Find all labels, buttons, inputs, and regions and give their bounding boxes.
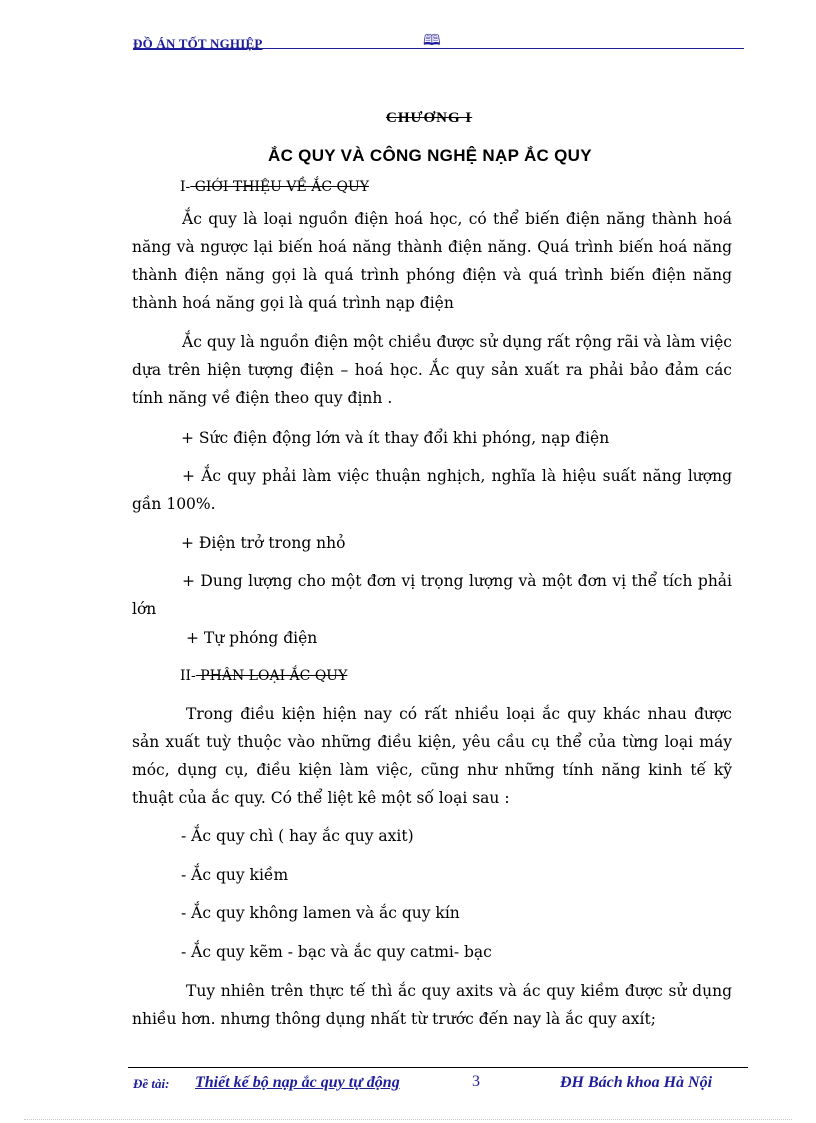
book-icon: 🕮 [423,31,441,49]
list-item: - Ắc quy kiềm [181,866,289,884]
header-title: ĐỒ ÁN TỐT NGHIỆP [133,36,263,51]
list-item: + Tự phóng điện [186,629,318,647]
footer-topic: Thiết kế bộ nạp ắc quy tự động [195,1074,400,1091]
paragraph-1: Ắc quy là loại nguồn điện hoá học, có thể biến điện năng thành hoá năng và ngược lại biến hoá năng thành điện năng. Quá trình biến hoá năng thành điện năng gọi là quá trình phóng điện và quá trình biến điện năng thành hoá năng gọi là quá trình nạp điện [132,210,732,312]
list-item: - Ắc quy chì ( hay ắc quy axit) [181,827,414,845]
section-title: GIỚI THIỆU VỀ ẮC QUY [190,179,370,195]
footer-label: Đề tài: [133,1076,170,1091]
list-item: + Sức điện động lớn và ít thay đổi khi phóng, nạp điện [181,429,610,447]
footer-divider [128,1067,748,1068]
list-item: + Ắc quy phải làm việc thuận nghịch, nghĩa là hiệu suất năng lượng gần 100%. [132,467,732,513]
footer-university: ĐH Bách khoa Hà Nội [560,1074,713,1091]
page-title: ẮC QUY VÀ CÔNG NGHỆ NẠP ẮC QUY [268,146,592,165]
list-item: + Điện trở trong nhỏ [181,534,346,552]
paragraph-4: Tuy nhiên trên thực tế thì ắc quy axits và ác quy kiềm được sử dụng nhiều hơn. nhưng thông dụng nhất từ trước đến nay là ắc quy axít; [132,982,732,1028]
page-number: 3 [472,1073,480,1090]
section-title: PHÂN LOẠI ẮC QUY [195,668,348,684]
chapter-label: CHƯƠNG I [386,110,473,126]
paragraph-2: Ắc quy là nguồn điện một chiều được sử dụng rất rộng rãi và làm việc dựa trên hiện tượng điện – hoá học. Ắc quy sản xuất ra phải bảo đảm các tính năng về điện theo quy định . [132,333,732,407]
section-number: II- [180,668,196,684]
header-divider [133,48,744,49]
list-item: - Ắc quy kẽm - bạc và ắc quy catmi- bạc [181,943,492,961]
list-item: - Ắc quy không lamen và ắc quy kín [181,904,460,922]
section-heading-1 [180,179,369,195]
page-edge-divider [24,1119,792,1120]
section-number: I- [180,179,191,195]
paragraph-3: Trong điều kiện hiện nay có rất nhiều loại ắc quy khác nhau được sản xuất tuỳ thuộc vào những điều kiện, yêu cầu cụ thể của từng loại máy móc, dụng cụ, điều kiện làm việc, cũng như những tính năng kinh tế kỹ thuật của ắc quy. Có thể liệt kê một số loại sau : [132,705,732,807]
section-heading-2 [180,668,347,684]
list-item: + Dung lượng cho một đơn vị trọng lượng và một đơn vị thể tích phải lớn [132,572,732,618]
